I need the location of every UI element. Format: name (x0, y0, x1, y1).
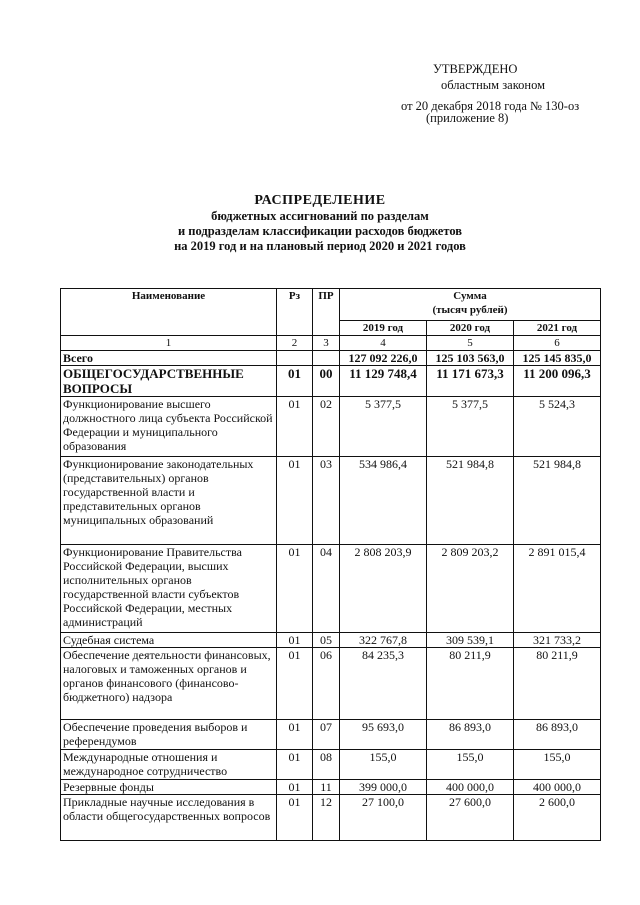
row-value-2021: 155,0 (514, 750, 601, 780)
row-rz: 01 (277, 720, 313, 750)
row-value-2021: 400 000,0 (514, 780, 601, 795)
row-rz (277, 351, 313, 366)
row-name: Прикладные научные исследования в области общегосударственных вопросов (61, 795, 277, 841)
heading-line-2: бюджетных ассигнований по разделам (211, 209, 429, 223)
row-value-2019: 534 986,4 (340, 457, 427, 545)
row-value-2019: 27 100,0 (340, 795, 427, 841)
row-value-2021: 321 733,2 (514, 633, 601, 648)
row-name: Обеспечение деятельности финансовых, налоговых и таможенных органов и органов финансового (финансово-бюджетного) надзора (61, 648, 277, 720)
heading-title: РАСПРЕДЕЛЕНИЕ (254, 193, 386, 208)
heading-line-3: и подразделам классификации расходов бюджетов (177, 224, 463, 238)
row-value-2019: 5 377,5 (340, 397, 427, 457)
row-rz: 01 (277, 397, 313, 457)
row-rz: 01 (277, 750, 313, 780)
row-name: Международные отношения и международное сотрудничество (61, 750, 277, 780)
row-pr: 12 (313, 795, 340, 841)
row-value-2019: 11 129 748,4 (340, 366, 427, 397)
row-rz: 01 (277, 366, 313, 397)
document-heading (0, 192, 640, 254)
row-pr: 06 (313, 648, 340, 720)
row-name: Резервные фонды (61, 780, 277, 795)
colnum: 6 (514, 336, 601, 351)
row-name: Всего (61, 351, 277, 366)
column-numbers-row (61, 336, 601, 351)
row-value-2021: 2 891 015,4 (514, 545, 601, 633)
table-row (61, 648, 601, 720)
row-value-2019: 399 000,0 (340, 780, 427, 795)
header-2021: 2021 год (514, 321, 601, 336)
header-sum (340, 289, 601, 321)
header-rz: Рз (277, 289, 313, 336)
table-row (61, 457, 601, 545)
row-value-2019: 155,0 (340, 750, 427, 780)
row-rz: 01 (277, 648, 313, 720)
colnum: 4 (340, 336, 427, 351)
row-value-2020: 27 600,0 (427, 795, 514, 841)
row-rz: 01 (277, 795, 313, 841)
row-name: Судебная система (61, 633, 277, 648)
row-rz: 01 (277, 633, 313, 648)
row-value-2021: 11 200 096,3 (514, 366, 601, 397)
header-sum-units: (тысяч рублей) (432, 304, 508, 316)
row-value-2019: 127 092 226,0 (340, 351, 427, 366)
row-value-2020: 5 377,5 (427, 397, 514, 457)
row-value-2020: 309 539,1 (427, 633, 514, 648)
row-value-2020: 80 211,9 (427, 648, 514, 720)
table-row (61, 720, 601, 750)
approval-line-date: от 20 декабря 2018 года № 130-оз (401, 99, 580, 113)
approval-line-appendix: (приложение 8) (426, 111, 509, 125)
header-row (61, 289, 601, 321)
row-name: ОБЩЕГОСУДАРСТВЕННЫЕ ВОПРОСЫ (61, 366, 277, 397)
row-rz: 01 (277, 780, 313, 795)
heading-line-4: на 2019 год и на плановый период 2020 и 2021 годов (174, 239, 466, 253)
row-pr: 11 (313, 780, 340, 795)
table-row (61, 545, 601, 633)
header-name: Наименование (61, 289, 277, 336)
table-row-total (61, 351, 601, 366)
colnum: 2 (277, 336, 313, 351)
approval-title: УТВЕРЖДЕНО (433, 62, 518, 76)
colnum: 3 (313, 336, 340, 351)
row-value-2019: 84 235,3 (340, 648, 427, 720)
row-pr (313, 351, 340, 366)
table-row (61, 780, 601, 795)
row-value-2020: 11 171 673,3 (427, 366, 514, 397)
row-value-2019: 2 808 203,9 (340, 545, 427, 633)
table-row-section (61, 366, 601, 397)
table-row (61, 397, 601, 457)
row-name: Функционирование Правительства Российской Федерации, высших исполнительных органов государственной власти субъектов Российской Федерации, местных администраций (61, 545, 277, 633)
row-name: Функционирование высшего должностного лица субъекта Российской Федерации и муниципального образования (61, 397, 277, 457)
row-value-2021: 125 145 835,0 (514, 351, 601, 366)
table-row (61, 750, 601, 780)
row-value-2021: 80 211,9 (514, 648, 601, 720)
row-value-2019: 95 693,0 (340, 720, 427, 750)
row-value-2020: 2 809 203,2 (427, 545, 514, 633)
header-sum-label: Сумма (453, 290, 487, 302)
row-pr: 02 (313, 397, 340, 457)
row-value-2021: 521 984,8 (514, 457, 601, 545)
row-pr: 00 (313, 366, 340, 397)
approval-line-law: областным законом (441, 78, 546, 92)
colnum: 5 (427, 336, 514, 351)
row-value-2021: 86 893,0 (514, 720, 601, 750)
header-pr: ПР (313, 289, 340, 336)
row-value-2021: 5 524,3 (514, 397, 601, 457)
row-pr: 07 (313, 720, 340, 750)
table-row (61, 633, 601, 648)
row-pr: 05 (313, 633, 340, 648)
row-value-2020: 125 103 563,0 (427, 351, 514, 366)
row-rz: 01 (277, 545, 313, 633)
table-row (61, 795, 601, 841)
row-value-2020: 86 893,0 (427, 720, 514, 750)
row-value-2020: 521 984,8 (427, 457, 514, 545)
row-pr: 03 (313, 457, 340, 545)
row-value-2019: 322 767,8 (340, 633, 427, 648)
row-pr: 08 (313, 750, 340, 780)
colnum: 1 (61, 336, 277, 351)
row-pr: 04 (313, 545, 340, 633)
header-2020: 2020 год (427, 321, 514, 336)
header-2019: 2019 год (340, 321, 427, 336)
row-rz: 01 (277, 457, 313, 545)
row-value-2020: 400 000,0 (427, 780, 514, 795)
row-name: Обеспечение проведения выборов и референдумов (61, 720, 277, 750)
row-value-2021: 2 600,0 (514, 795, 601, 841)
row-name: Функционирование законодательных (представительных) органов государственной власти и представительных органов муниципальных образований (61, 457, 277, 545)
budget-table (60, 288, 601, 841)
row-value-2020: 155,0 (427, 750, 514, 780)
